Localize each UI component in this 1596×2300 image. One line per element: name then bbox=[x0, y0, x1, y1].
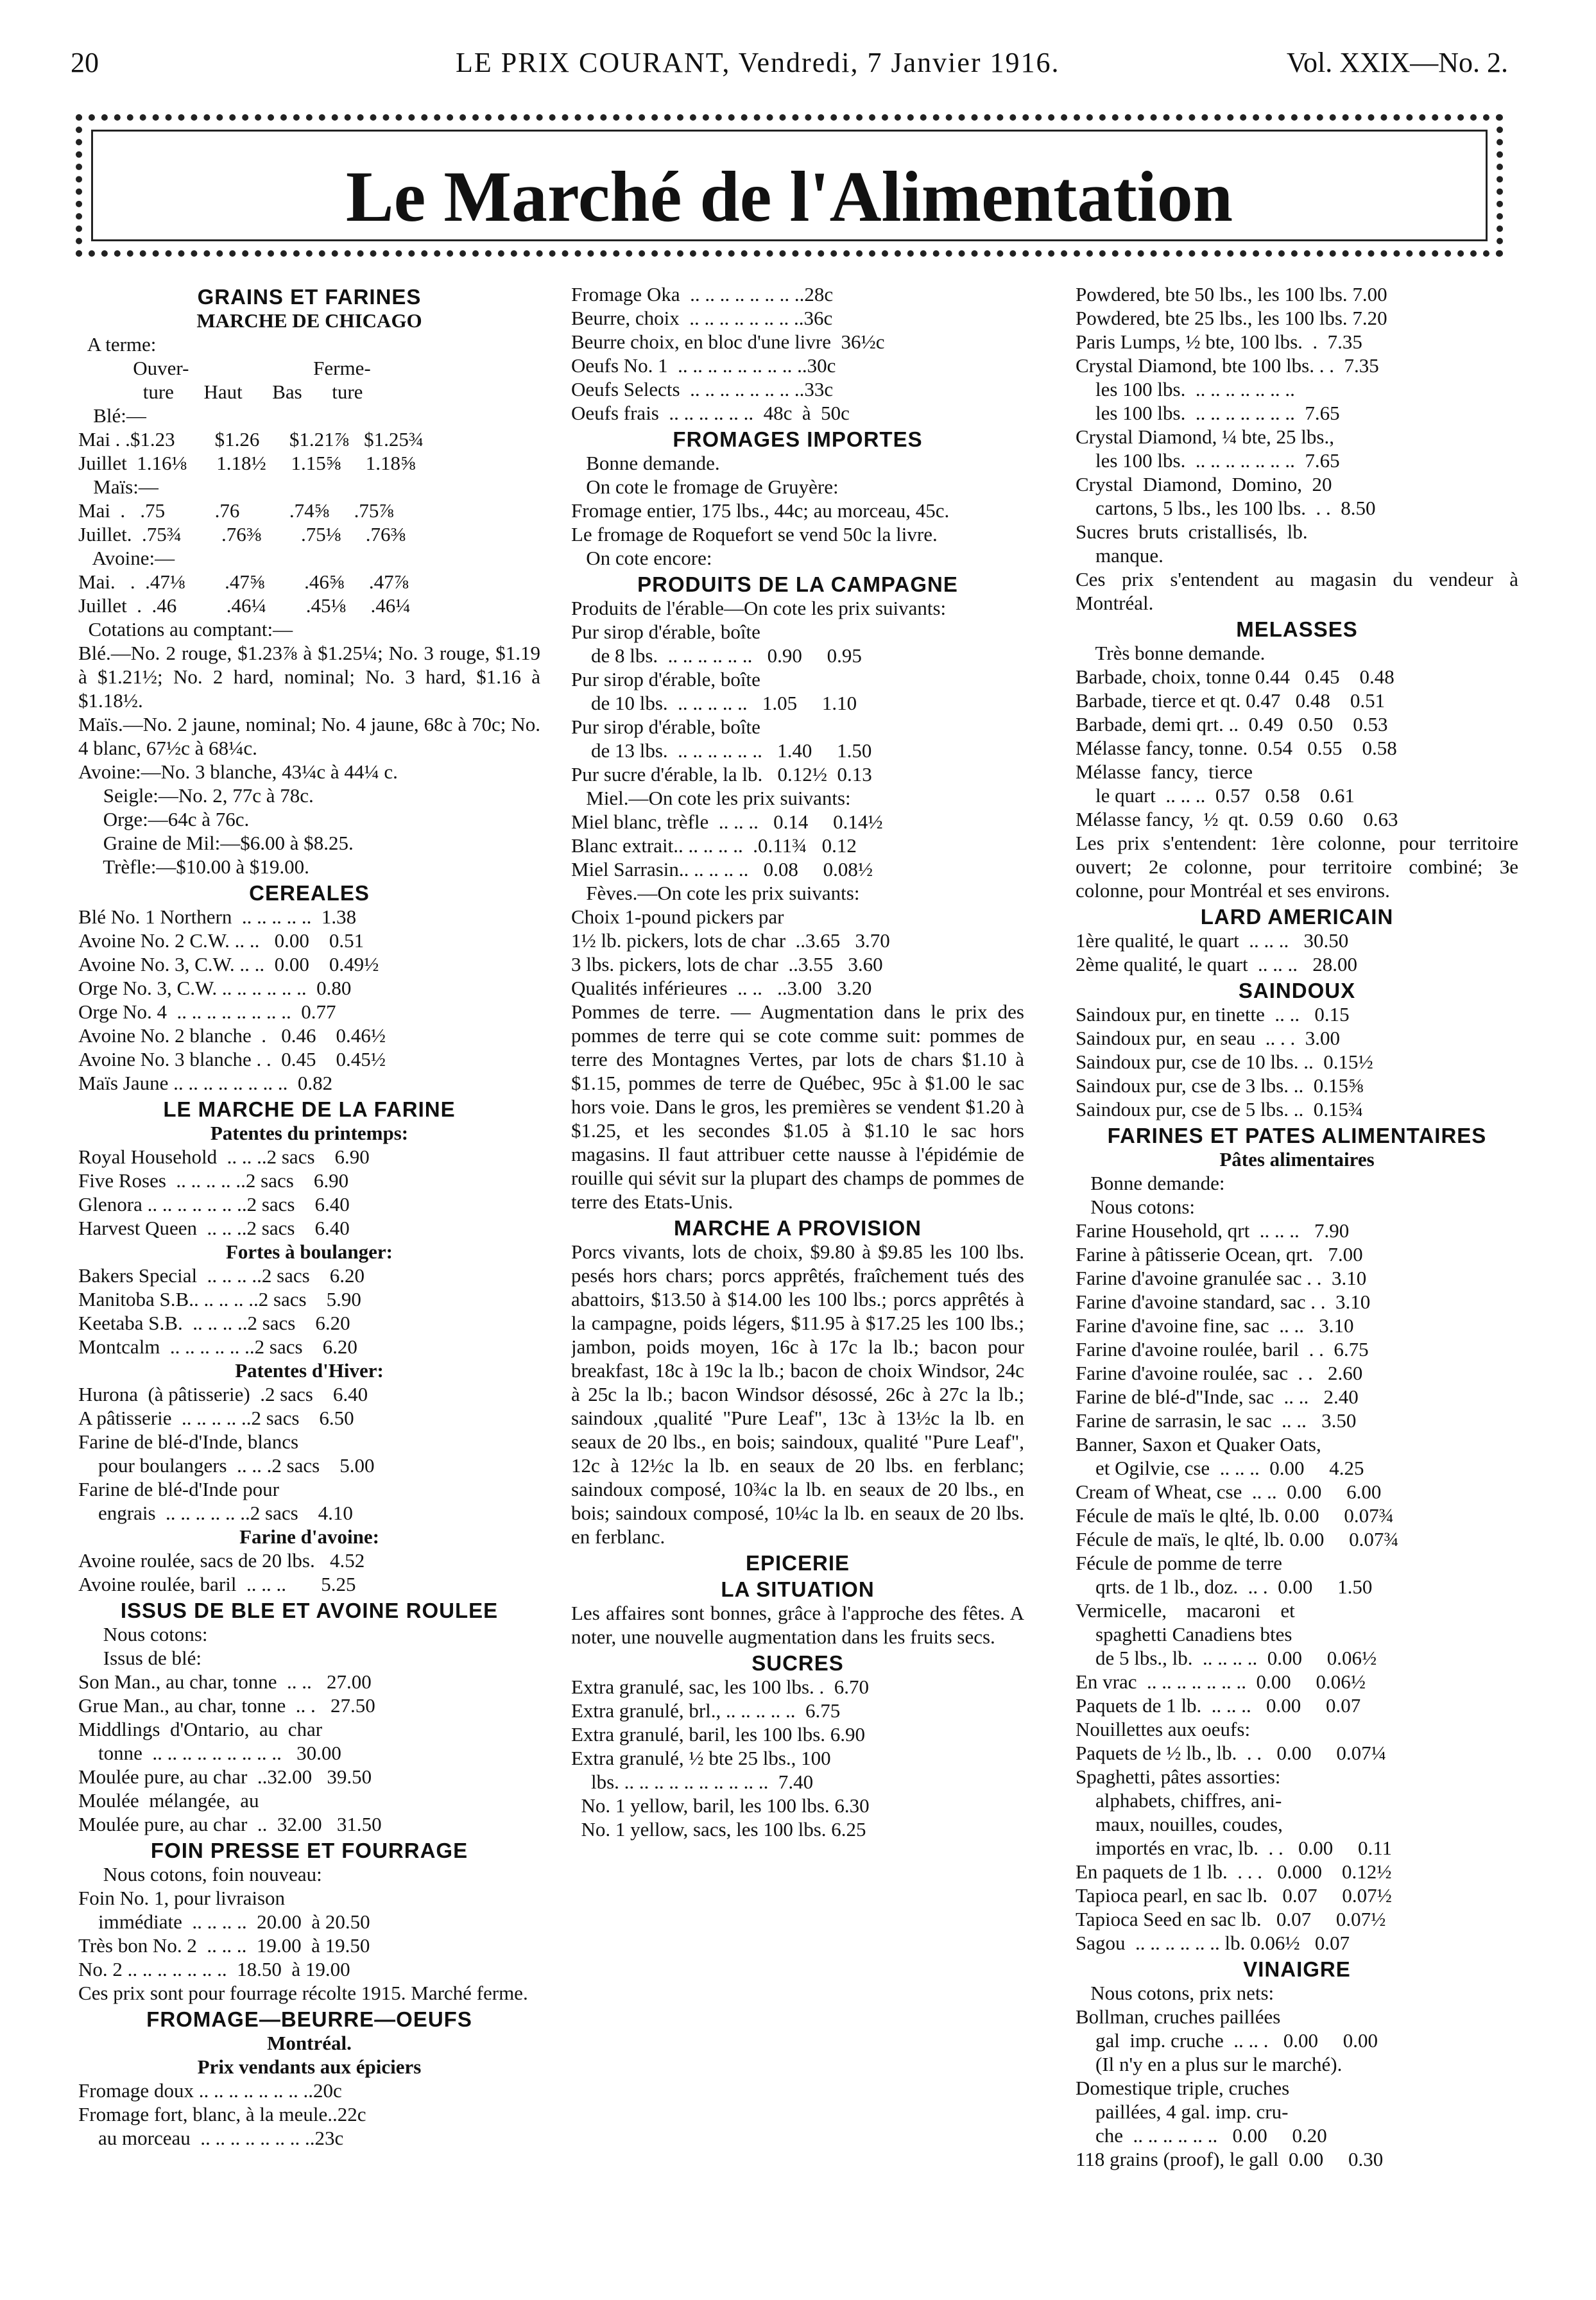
price-line: Miel blanc, trèfle .. .. .. 0.14 0.14½ bbox=[571, 811, 883, 833]
price-line: Farine Household, qrt .. .. .. 7.90 bbox=[1076, 1219, 1350, 1242]
price-line: Orge No. 3, C.W. .. .. .. .. .. .. 0.80 bbox=[78, 977, 352, 999]
price-line: Fécule de maïs le qlté, lb. 0.00 0.07¾ bbox=[1076, 1504, 1394, 1527]
price-line: Foin No. 1, pour livraison bbox=[78, 1887, 286, 1909]
subheading: Pâtes alimentaires bbox=[1219, 1148, 1375, 1171]
price-line: Pur sucre d'érable, la lb. 0.12½ 0.13 bbox=[571, 763, 872, 785]
price-line: Avoine roulée, baril .. .. .. 5.25 bbox=[78, 1573, 356, 1595]
section-heading: ISSUS DE BLE ET AVOINE ROULEE bbox=[120, 1599, 499, 1622]
paragraph: Ces prix sont pour fourrage récolte 1915. Marché ferme. bbox=[78, 1982, 528, 2004]
price-line: de 5 lbs., lb. .. .. .. .. 0.00 0.06½ bbox=[1076, 1647, 1377, 1669]
price-line: Avoine:— bbox=[78, 547, 175, 569]
price-line: de 13 lbs. .. .. .. .. .. .. 1.40 1.50 bbox=[571, 739, 872, 762]
paragraph: Avoine:—No. 3 blanche, 43¼c à 44¼ c. bbox=[78, 760, 398, 783]
paragraph: Pommes de terre. — Augmentation dans le prix des pommes de terre qui se cote comme suit: pommes de terre des Montagnes Vertes, par lots de chars $1.10 à $1.15, pommes de terre de Québec, 95c à $1.00 le sac hors voie. Dans le gros, les premières se vendent $1.20 à $1.25, et les secondes $1.05 à $1.10 le sac hors magasins. Il faut attribuer cette nausse à l'épidémie de rouille qui sévit sur la plupart des champs de pommes de terre des Etats-Unis. bbox=[571, 1000, 1024, 1213]
price-line: au morceau .. .. .. .. .. .. .. ..23c bbox=[78, 2127, 344, 2149]
paragraph: Blé.—No. 2 rouge, $1.23⅞ à $1.25¼; No. 3 rouge, $1.19 à $1.21½; No. 2 hard, nominal; No. 3 hard, $1.16 à $1.18½. bbox=[78, 642, 540, 712]
banner-title: Le Marché de l'Alimentation bbox=[345, 157, 1233, 237]
price-line: Nous cotons: bbox=[78, 1623, 208, 1645]
price-line: On cote encore: bbox=[571, 547, 712, 569]
price-line: Fécule de pomme de terre bbox=[1076, 1552, 1282, 1574]
price-line: 1ère qualité, le quart .. .. .. 30.50 bbox=[1076, 929, 1349, 952]
section-banner bbox=[76, 114, 1503, 257]
paragraph: Fromage entier, 175 lbs., 44c; au morceau, 45c. bbox=[571, 499, 950, 522]
price-line: Avoine No. 3 blanche . . 0.45 0.45½ bbox=[78, 1048, 386, 1070]
price-line: Hurona (à pâtisserie) .2 sacs 6.40 bbox=[78, 1383, 368, 1405]
price-line: tonne .. .. .. .. .. .. .. .. .. 30.00 bbox=[78, 1742, 341, 1764]
price-line: Juillet 1.16⅛ 1.18½ 1.15⅝ 1.18⅝ bbox=[78, 452, 416, 474]
section-heading: LA SITUATION bbox=[721, 1577, 875, 1601]
subheading: Farine d'avoine: bbox=[239, 1525, 379, 1548]
price-line: Bollman, cruches paillées bbox=[1076, 2005, 1281, 2028]
price-line: Harvest Queen .. .. ..2 sacs 6.40 bbox=[78, 1217, 350, 1239]
price-line: Spaghetti, pâtes assorties: bbox=[1076, 1765, 1281, 1788]
price-line: Cotations au comptant:— bbox=[78, 618, 293, 640]
price-line: Paris Lumps, ½ bte, 100 lbs. . 7.35 bbox=[1076, 330, 1362, 353]
price-line: Nouillettes aux oeufs: bbox=[1076, 1718, 1251, 1740]
price-line: Powdered, bte 50 lbs., les 100 lbs. 7.00 bbox=[1076, 283, 1387, 305]
volume-number: Vol. XXIX—No. 2. bbox=[1286, 47, 1508, 78]
price-line: 3 lbs. pickers, lots de char ..3.55 3.60 bbox=[571, 953, 883, 975]
price-line: Qualités inférieures .. .. ..3.00 3.20 bbox=[571, 977, 872, 999]
section-heading: SAINDOUX bbox=[1238, 979, 1356, 1002]
price-line: Avoine No. 2 blanche . 0.46 0.46½ bbox=[78, 1024, 386, 1047]
price-line: de 8 lbs. .. .. .. .. .. .. 0.90 0.95 bbox=[571, 644, 862, 667]
price-line: manque. bbox=[1076, 544, 1163, 567]
price-line: Farine d'avoine roulée, baril . . 6.75 bbox=[1076, 1338, 1369, 1360]
section-heading: PRODUITS DE LA CAMPAGNE bbox=[637, 572, 958, 596]
price-line: Extra granulé, brl., .. .. .. .. .. 6.75 bbox=[571, 1699, 841, 1722]
price-line: Fécule de maïs, le qlté, lb. 0.00 0.07¾ bbox=[1076, 1528, 1399, 1550]
price-line: Farine de blé-d''Inde, sac .. .. 2.40 bbox=[1076, 1386, 1359, 1408]
price-line: Oeufs No. 1 .. .. .. .. .. .. .. .. ..30c bbox=[571, 354, 836, 377]
price-line: 118 grains (proof), le gall 0.00 0.30 bbox=[1076, 2148, 1384, 2170]
price-line: Très bon No. 2 .. .. .. 19.00 à 19.50 bbox=[78, 1934, 370, 1957]
price-line: Blé:— bbox=[78, 404, 146, 427]
price-line: Fromage doux .. .. .. .. .. .. .. ..20c bbox=[78, 2079, 342, 2102]
section-heading: FROMAGES IMPORTES bbox=[673, 427, 923, 451]
price-line: Juillet. .75¾ .76⅜ .75⅛ .76⅜ bbox=[78, 523, 406, 545]
price-line: che .. .. .. .. .. .. 0.00 0.20 bbox=[1076, 2124, 1327, 2147]
paragraph: Maïs.—No. 2 jaune, nominal; No. 4 jaune, 68c à 70c; No. 4 blanc, 67½c à 68¼c. bbox=[78, 713, 540, 759]
column-middle bbox=[571, 282, 1024, 1841]
price-line: Glenora .. .. .. .. .. .. ..2 sacs 6.40 bbox=[78, 1193, 350, 1215]
price-line: Saindoux pur, cse de 10 lbs. .. 0.15½ bbox=[1076, 1051, 1373, 1073]
price-line: Mélasse fancy, tierce bbox=[1076, 760, 1253, 783]
subheading: Fortes à boulanger: bbox=[225, 1240, 393, 1263]
price-line: Orge No. 4 .. .. .. .. .. .. .. .. 0.77 bbox=[78, 1000, 336, 1023]
section-heading: GRAINS ET FARINES bbox=[197, 285, 422, 309]
price-line: Très bonne demande. bbox=[1076, 642, 1266, 664]
price-line: Grue Man., au char, tonne .. . 27.50 bbox=[78, 1694, 375, 1717]
price-line: Mélasse fancy, tonne. 0.54 0.55 0.58 bbox=[1076, 737, 1397, 759]
price-line: Farine d'avoine standard, sac . . 3.10 bbox=[1076, 1291, 1371, 1313]
paragraph: Porcs vivants, lots de choix, $9.80 à $9.85 les 100 lbs. pesés hors chars; porcs apprêtés, fraîchement tués des abattoirs, $13.50 à $14.00 les 100 lbs.; porcs apprêtés à la campagne, poids légers, $11.95 à $17.25 les 100 lbs.; jambon, poids moyen, 16c à 17c la lb.; bacon pour breakfast, 18c à 19c la lb.; bacon de choix Windsor, 24c à 25c la lb.; bacon Windsor désossé, 26c à 27c la lb.; saindoux ,qualité "Pure Leaf", 13c à 13½c la lb. en seaux de 20 lbs., en bois; saindoux, qualité "Pure Leaf", 12c à 12½c la lb. en seaux de 20 lbs. en ferblanc; saindoux composé, 10¾c la lb. en seaux de 20 lbs., en bois; saindoux composé, 10¼c la lb. en seaux de 20 lbs. en ferblanc. bbox=[571, 1240, 1024, 1548]
price-line: Cream of Wheat, cse .. .. 0.00 6.00 bbox=[1076, 1480, 1382, 1503]
price-line: Pur sirop d'érable, boîte bbox=[571, 668, 760, 691]
price-line: Powdered, bte 25 lbs., les 100 lbs. 7.20 bbox=[1076, 307, 1387, 329]
price-line: les 100 lbs. .. .. .. .. .. .. .. 7.65 bbox=[1076, 402, 1340, 424]
price-line: gal imp. cruche .. .. . 0.00 0.00 bbox=[1076, 2029, 1378, 2052]
price-line: qrts. de 1 lb., doz. .. . 0.00 1.50 bbox=[1076, 1575, 1373, 1598]
publication-line: LE PRIX COURANT, Vendredi, 7 Janvier 1916. bbox=[456, 47, 1060, 78]
price-line: Fromage Oka .. .. .. .. .. .. .. ..28c bbox=[571, 283, 834, 305]
price-line: Sucres bruts cristallisés, lb. bbox=[1076, 520, 1308, 543]
price-line: Barbade, demi qrt. .. 0.49 0.50 0.53 bbox=[1076, 713, 1388, 735]
price-line: Avoine No. 2 C.W. .. .. 0.00 0.51 bbox=[78, 929, 365, 952]
price-line: Juillet . .46 .46¼ .45⅛ .46¼ bbox=[78, 594, 411, 617]
price-line: Miel Sarrasin.. .. .. .. .. 0.08 0.08½ bbox=[571, 858, 873, 880]
paragraph: Les affaires sont bonnes, grâce à l'approche des fêtes. A noter, une nouvelle augmentation dans les fruits secs. bbox=[571, 1602, 1024, 1648]
column-left bbox=[78, 282, 540, 2150]
price-line: Domestique triple, cruches bbox=[1076, 2077, 1290, 2099]
paragraph: Les prix s'entendent: 1ère colonne, pour territoire ouvert; 2e colonne, pour territoire combiné; 3e colonne, pour Montréal et ses environs. bbox=[1076, 832, 1518, 902]
price-line: Keetaba S.B. .. .. .. ..2 sacs 6.20 bbox=[78, 1312, 350, 1334]
price-line: Mai. . .47⅛ .47⅝ .46⅝ .47⅞ bbox=[78, 571, 409, 593]
price-line: No. 1 yellow, sacs, les 100 lbs. 6.25 bbox=[571, 1818, 866, 1841]
price-line: Extra granulé, sac, les 100 lbs. . 6.70 bbox=[571, 1676, 870, 1698]
price-line: immédiate .. .. .. .. 20.00 à 20.50 bbox=[78, 1910, 370, 1933]
section-heading: FARINES ET PATES ALIMENTAIRES bbox=[1107, 1124, 1487, 1147]
price-line: Crystal Diamond, bte 100 lbs. . . 7.35 bbox=[1076, 354, 1379, 377]
price-line: En vrac .. .. .. .. .. .. .. 0.00 0.06½ bbox=[1076, 1670, 1366, 1693]
price-line: Montcalm .. .. .. .. .. ..2 sacs 6.20 bbox=[78, 1335, 357, 1358]
price-line: Trèfle:—$10.00 à $19.00. bbox=[78, 855, 309, 878]
price-line: Mai . .75 .76 .74⅝ .75⅞ bbox=[78, 499, 394, 522]
price-line: Blanc extrait.. .. .. .. .. .0.11¾ 0.12 bbox=[571, 834, 857, 857]
price-line: spaghetti Canadiens btes bbox=[1076, 1623, 1292, 1645]
section-heading: EPICERIE bbox=[745, 1551, 850, 1575]
price-line: cartons, 5 lbs., les 100 lbs. . . 8.50 bbox=[1076, 497, 1376, 519]
section-heading: FROMAGE—BEURRE—OEUFS bbox=[146, 2007, 472, 2031]
price-line: No. 2 .. .. .. .. .. .. .. 18.50 à 19.00 bbox=[78, 1958, 350, 1980]
price-line: Son Man., au char, tonne .. .. 27.00 bbox=[78, 1670, 372, 1693]
price-line: Vermicelle, macaroni et bbox=[1076, 1599, 1295, 1622]
price-line: Five Roses .. .. .. .. ..2 sacs 6.90 bbox=[78, 1169, 349, 1192]
price-line: Moulée pure, au char ..32.00 39.50 bbox=[78, 1765, 372, 1788]
price-line: Tapioca Seed en sac lb. 0.07 0.07½ bbox=[1076, 1908, 1386, 1930]
price-line: Choix 1-pound pickers par bbox=[571, 905, 784, 928]
section-heading: CEREALES bbox=[249, 881, 370, 905]
subheading: Prix vendants aux épiciers bbox=[197, 2055, 422, 2078]
column-right bbox=[1076, 282, 1518, 2171]
price-line: Maïs Jaune .. .. .. .. .. .. .. .. 0.82 bbox=[78, 1072, 333, 1094]
price-line: les 100 lbs. .. .. .. .. .. .. .. bbox=[1076, 378, 1295, 400]
price-line: 2ème qualité, le quart .. .. .. 28.00 bbox=[1076, 953, 1358, 975]
price-line: alphabets, chiffres, ani- bbox=[1076, 1789, 1282, 1812]
price-line: Mélasse fancy, ½ qt. 0.59 0.60 0.63 bbox=[1076, 808, 1398, 830]
price-line: Nous cotons, foin nouveau: bbox=[78, 1863, 322, 1885]
price-line: Oeufs Selects .. .. .. .. .. .. .. ..33c bbox=[571, 378, 834, 400]
price-line: Nous cotons, prix nets: bbox=[1076, 1982, 1274, 2004]
price-line: A terme: bbox=[78, 333, 157, 356]
price-line: Bakers Special .. .. .. ..2 sacs 6.20 bbox=[78, 1264, 365, 1287]
price-line: Bonne demande. bbox=[571, 452, 720, 474]
price-line: Fèves.—On cote les prix suivants: bbox=[571, 882, 860, 904]
running-head bbox=[71, 46, 1508, 85]
banner-frame bbox=[91, 130, 1488, 241]
price-line: les 100 lbs. .. .. .. .. .. .. .. 7.65 bbox=[1076, 449, 1340, 472]
price-line: Beurre, choix .. .. .. .. .. .. .. ..36c bbox=[571, 307, 833, 329]
price-line: Avoine roulée, sacs de 20 lbs. 4.52 bbox=[78, 1549, 365, 1572]
price-line: Miel.—On cote les prix suivants: bbox=[571, 787, 851, 809]
price-line: ture Haut Bas ture bbox=[78, 381, 363, 403]
price-line: Sagou .. .. .. .. .. .. lb. 0.06½ 0.07 bbox=[1076, 1932, 1350, 1954]
price-line: Farine d'avoine granulée sac . . 3.10 bbox=[1076, 1267, 1367, 1289]
price-line: Seigle:—No. 2, 77c à 78c. bbox=[78, 784, 314, 807]
section-heading: MELASSES bbox=[1236, 617, 1358, 641]
price-line: Moulée mélangée, au bbox=[78, 1789, 259, 1812]
price-line: Saindoux pur, en tinette .. .. 0.15 bbox=[1076, 1003, 1350, 1026]
price-line: Saindoux pur, cse de 3 lbs. .. 0.15⅝ bbox=[1076, 1074, 1364, 1097]
price-line: Graine de Mil:—$6.00 à $8.25. bbox=[78, 832, 354, 854]
price-line: le quart .. .. .. 0.57 0.58 0.61 bbox=[1076, 784, 1355, 807]
subheading: Montréal. bbox=[267, 2032, 352, 2054]
price-line: Mai . .$1.23 $1.26 $1.21⅞ $1.25¾ bbox=[78, 428, 424, 451]
price-line: paillées, 4 gal. imp. cru- bbox=[1076, 2100, 1289, 2123]
price-line: de 10 lbs. .. .. .. .. .. 1.05 1.10 bbox=[571, 692, 857, 714]
price-line: On cote le fromage de Gruyère: bbox=[571, 476, 839, 498]
price-line: Barbade, tierce et qt. 0.47 0.48 0.51 bbox=[1076, 689, 1386, 712]
price-line: Farine d'avoine fine, sac .. .. 3.10 bbox=[1076, 1314, 1354, 1337]
price-line: et Ogilvie, cse .. .. .. 0.00 4.25 bbox=[1076, 1457, 1364, 1479]
subheading: MARCHE DE CHICAGO bbox=[196, 309, 422, 332]
price-line: Saindoux pur, cse de 5 lbs. .. 0.15¾ bbox=[1076, 1098, 1364, 1120]
price-line: En paquets de 1 lb. . . . 0.000 0.12½ bbox=[1076, 1860, 1392, 1883]
price-line: Paquets de 1 lb. .. .. .. 0.00 0.07 bbox=[1076, 1694, 1361, 1717]
price-line: Bonne demande: bbox=[1076, 1172, 1225, 1194]
price-line: Tapioca pearl, en sac lb. 0.07 0.07½ bbox=[1076, 1884, 1392, 1907]
price-line: Royal Household .. .. ..2 sacs 6.90 bbox=[78, 1146, 370, 1168]
price-line: Manitoba S.B.. .. .. .. ..2 sacs 5.90 bbox=[78, 1288, 361, 1310]
price-line: Farine de blé-d'Inde pour bbox=[78, 1478, 279, 1500]
section-heading: FOIN PRESSE ET FOURRAGE bbox=[150, 1839, 468, 1862]
price-line: No. 1 yellow, baril, les 100 lbs. 6.30 bbox=[571, 1794, 870, 1817]
price-line: Moulée pure, au char .. 32.00 31.50 bbox=[78, 1813, 382, 1835]
price-line: (Il n'y en a plus sur le marché). bbox=[1076, 2053, 1343, 2075]
price-line: Issus de blé: bbox=[78, 1647, 202, 1669]
price-line: engrais .. .. .. .. .. ..2 sacs 4.10 bbox=[78, 1502, 353, 1524]
paragraph: Ces prix s'entendent au magasin du vendeur à Montréal. bbox=[1076, 568, 1518, 614]
price-line: Fromage fort, blanc, à la meule..22c bbox=[78, 2103, 366, 2125]
price-line: Crystal Diamond, ¼ bte, 25 lbs., bbox=[1076, 425, 1334, 448]
subheading: Patentes du printemps: bbox=[210, 1122, 409, 1144]
price-line: Pur sirop d'érable, boîte bbox=[571, 716, 760, 738]
section-heading: VINAIGRE bbox=[1243, 1957, 1351, 1981]
price-line: Avoine No. 3, C.W. .. .. 0.00 0.49½ bbox=[78, 953, 379, 975]
price-line: Orge:—64c à 76c. bbox=[78, 808, 250, 830]
price-line: pour boulangers .. .. .2 sacs 5.00 bbox=[78, 1454, 375, 1477]
price-line: Farine d'avoine roulée, sac . . 2.60 bbox=[1076, 1362, 1363, 1384]
price-line: Extra granulé, ½ bte 25 lbs., 100 bbox=[571, 1747, 831, 1769]
price-line: Ouver- Ferme- bbox=[78, 357, 371, 379]
price-line: lbs. .. .. .. .. .. .. .. .. .. .. 7.40 bbox=[571, 1771, 814, 1793]
section-heading: MARCHE A PROVISION bbox=[674, 1216, 922, 1240]
price-line: Oeufs frais .. .. .. .. .. .. 48c à 50c bbox=[571, 402, 850, 424]
section-heading: LE MARCHE DE LA FARINE bbox=[163, 1097, 456, 1121]
price-line: 1½ lb. pickers, lots de char ..3.65 3.70 bbox=[571, 929, 890, 952]
price-line: Banner, Saxon et Quaker Oats, bbox=[1076, 1433, 1321, 1455]
price-line: A pâtisserie .. .. .. .. ..2 sacs 6.50 bbox=[78, 1407, 354, 1429]
page-number: 20 bbox=[71, 47, 99, 78]
price-line: Farine à pâtisserie Ocean, qrt. 7.00 bbox=[1076, 1243, 1363, 1266]
price-line: Crystal Diamond, Domino, 20 bbox=[1076, 473, 1332, 495]
subheading: Patentes d'Hiver: bbox=[235, 1359, 384, 1382]
price-line: importés en vrac, lb. . . 0.00 0.11 bbox=[1076, 1837, 1393, 1859]
price-line: Blé No. 1 Northern .. .. .. .. .. 1.38 bbox=[78, 905, 357, 928]
price-line: Maïs:— bbox=[78, 476, 159, 498]
price-line: Middlings d'Ontario, au char bbox=[78, 1718, 323, 1740]
price-line: Barbade, choix, tonne 0.44 0.45 0.48 bbox=[1076, 665, 1394, 688]
price-line: Farine de blé-d'Inde, blancs bbox=[78, 1430, 299, 1453]
price-line: Paquets de ½ lb., lb. . . 0.00 0.07¼ bbox=[1076, 1742, 1386, 1764]
price-line: Extra granulé, baril, les 100 lbs. 6.90 bbox=[571, 1723, 866, 1746]
price-line: maux, nouilles, coudes, bbox=[1076, 1813, 1283, 1835]
price-line: Pur sirop d'érable, boîte bbox=[571, 621, 760, 643]
section-heading: LARD AMERICAIN bbox=[1200, 905, 1394, 929]
paragraph: Le fromage de Roquefort se vend 50c la livre. bbox=[571, 523, 938, 545]
section-heading: SUCRES bbox=[751, 1651, 844, 1675]
price-line: Beurre choix, en bloc d'une livre 36½c bbox=[571, 330, 885, 353]
price-line: Nous cotons: bbox=[1076, 1196, 1195, 1218]
price-line: Farine de sarrasin, le sac .. .. 3.50 bbox=[1076, 1409, 1357, 1432]
price-line: Saindoux pur, en seau .. . . 3.00 bbox=[1076, 1027, 1341, 1049]
paragraph: Produits de l'érable—On cote les prix suivants: bbox=[571, 597, 947, 619]
